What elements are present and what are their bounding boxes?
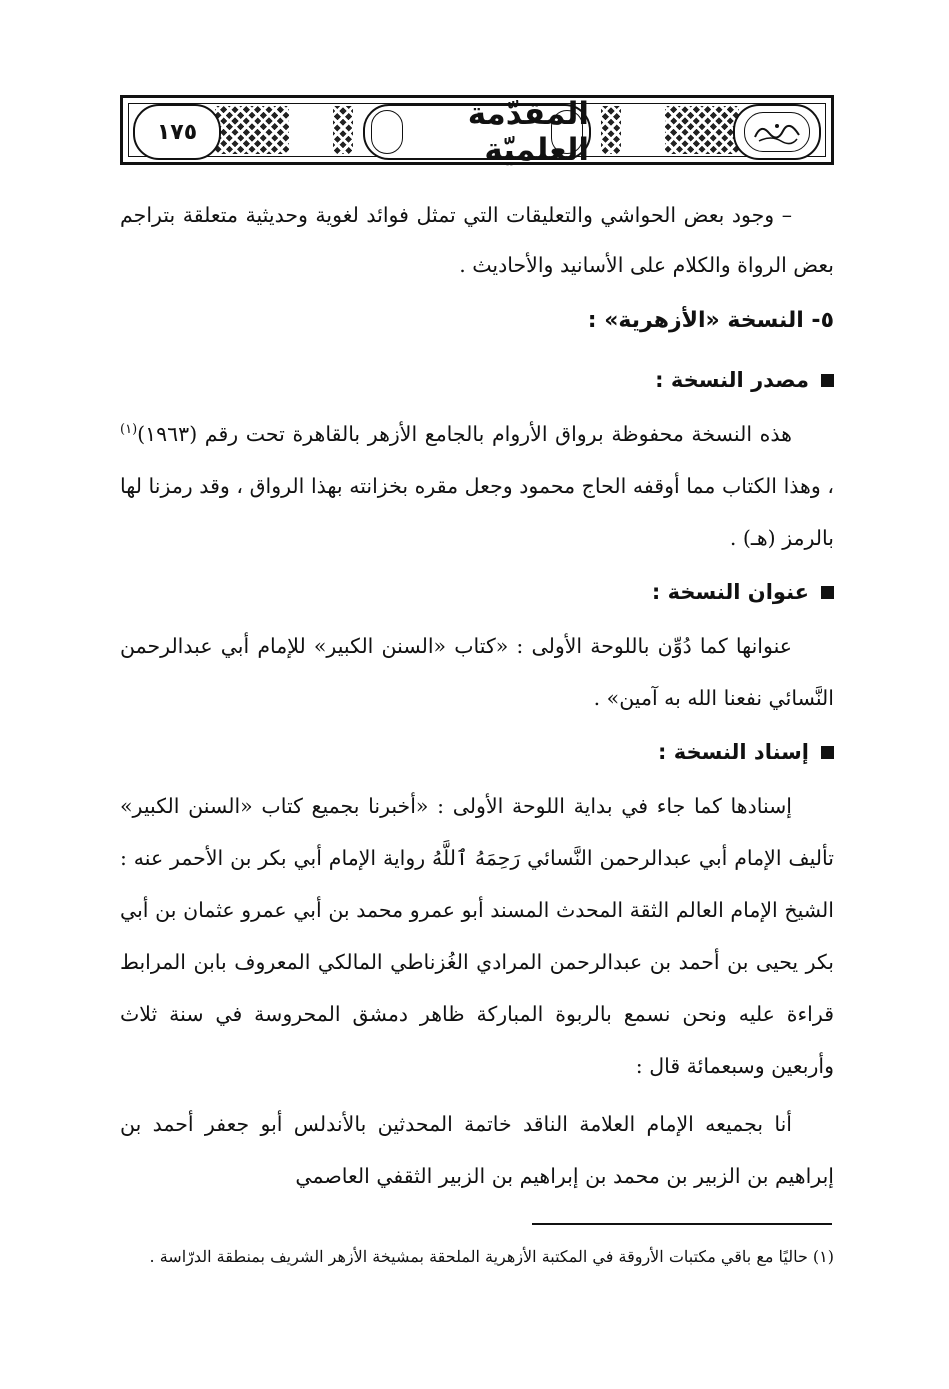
page-number-cartouche [133,104,221,160]
square-bullet-icon [821,746,834,759]
ornament-pattern [215,106,289,154]
section-heading: ٥- النسخة «الأزهرية» : [587,308,834,333]
sub-heading-label: إسناد النسخة : [658,740,809,764]
page-header-banner [120,95,834,168]
sub-heading [120,352,834,408]
paragraph [120,408,834,564]
paragraph: – وجود بعض الحواشي والتعليقات التي تمثل فوائد لغوية وحديثية متعلقة بتراجم بعض الرواة والكلام على الأسانيد والأحاديث . [120,203,834,277]
header-title-cartouche [363,96,591,168]
logo-cartouche [733,104,821,160]
square-bullet-icon [821,374,834,387]
square-bullet-icon [821,586,834,599]
page-number: ١٧٥ [156,119,198,145]
paragraph-text: ، وهذا الكتاب مما أوقفه الحاج محمود وجعل مقره بخزانته بهذا الرواق ، وقد رمزنا لها بالرمز (هـ) . [120,474,834,550]
sub-heading [120,564,834,620]
sub-heading-label: مصدر النسخة : [655,368,809,392]
paragraph: إسنادها كما جاء في بداية اللوحة الأولى : «أخبرنا بجميع كتاب «السنن الكبير» تأليف الإمام أبي عبدالرحمن النَّسائي رَحِمَهُ ٱللَّهُ رواية الإمام أبي بكر بن الأحمر عنه : الشيخ الإمام العالم الثقة المحدث المسند أبو عمرو محمد بن أبي عمرو عثمان بن أبي بكر يحيى بن أحمد بن عبدالرحمن المرادي الغُزناطي المالكي المعروف بابن المرابط قراءة عليه ونحن نسمع بالربوة المباركة ظاهر دمشق المحروسة في سنة ثلاث وأربعين وسبعمائة قال : [120,794,834,1078]
footnote-divider [532,1223,832,1225]
ornament-pattern [601,106,621,154]
footnote: (١) حاليًا مع باقي مكتبات الأروقة في المكتبة الأزهرية الملحقة بمشيخة الأزهر الشريف بمنطقة الدرّاسة . [149,1247,834,1266]
ornament-pattern [665,106,739,154]
paragraph: عنوانها كما دُوِّن باللوحة الأولى : «كتاب «السنن الكبير» للإمام أبي عبدالرحمن النَّسائي نفعنا الله به آمين» . [120,634,834,710]
main-text [120,190,834,1202]
sub-heading-label: عنوان النسخة : [651,580,809,604]
ornament-pattern [333,106,353,154]
calligraphy-logo-icon [744,112,810,152]
paragraph: أنا بجميعه الإمام العلامة الناقد خاتمة المحدثين بالأندلس أبو جعفر أحمد بن إبراهيم بن الزبير بن محمد بن إبراهيم بن الزبير الثقفي العاصمي [120,1112,834,1188]
sub-heading [120,724,834,780]
footnote-reference[interactable]: (١) [120,422,138,438]
page-title: المقدّمة العلميّة [467,96,589,168]
paragraph-text: هذه النسخة محفوظة برواق الأروام بالجامع الأزهر بالقاهرة تحت رقم (١٩٦٣) [137,422,792,446]
